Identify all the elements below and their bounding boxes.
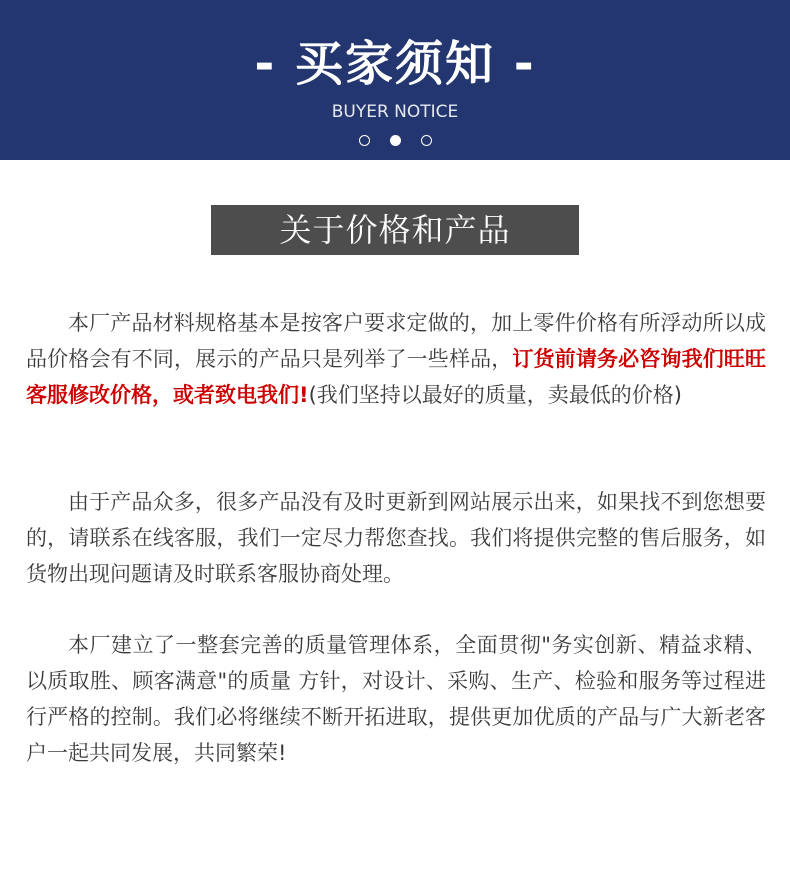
paragraph-products: 由于产品众多，很多产品没有及时更新到网站展示出来，如果找不到您想要的，请联系在线客服，我们一定尽力帮您查找。我们将提供完整的售后服务，如货物出现问题请及时联系客服协商处理。 <box>26 490 766 586</box>
paragraph-quality: 本厂建立了一整套完善的质量管理体系，全面贯彻"务实创新、精益求精、以质取胜、顾客满意"的质量 方针，对设计、采购、生产、检验和服务等过程进行严格的控制。我们必将继续不断开拓进取，提供更加优质的产品与广大新老客户一起共同发展，共同繁荣! <box>26 633 766 765</box>
paragraph-price <box>26 305 766 413</box>
carousel-dot-3[interactable] <box>421 135 432 146</box>
buyer-notice-banner <box>0 0 790 160</box>
paragraph-price-note: (我们坚持以最好的质量，卖最低的价格) <box>308 383 682 407</box>
banner-subtitle: BUYER NOTICE <box>331 102 459 122</box>
carousel-dots <box>0 133 790 147</box>
section-heading-price-product: 关于价格和产品 <box>211 205 579 255</box>
banner-title: - 买家须知 - <box>254 36 536 92</box>
paragraph-price-highlight: 订货前请务必咨询我们旺旺客服修改价格，或者致电我们! <box>26 347 767 407</box>
carousel-dot-2-active[interactable] <box>390 135 401 146</box>
paragraph-price-text: 本厂产品材料规格基本是按客户要求定做的，加上零件价格有所浮动所以成品价格会有不同，展示的产品只是列举了一些样品， <box>26 311 766 371</box>
carousel-dot-1[interactable] <box>359 135 370 146</box>
